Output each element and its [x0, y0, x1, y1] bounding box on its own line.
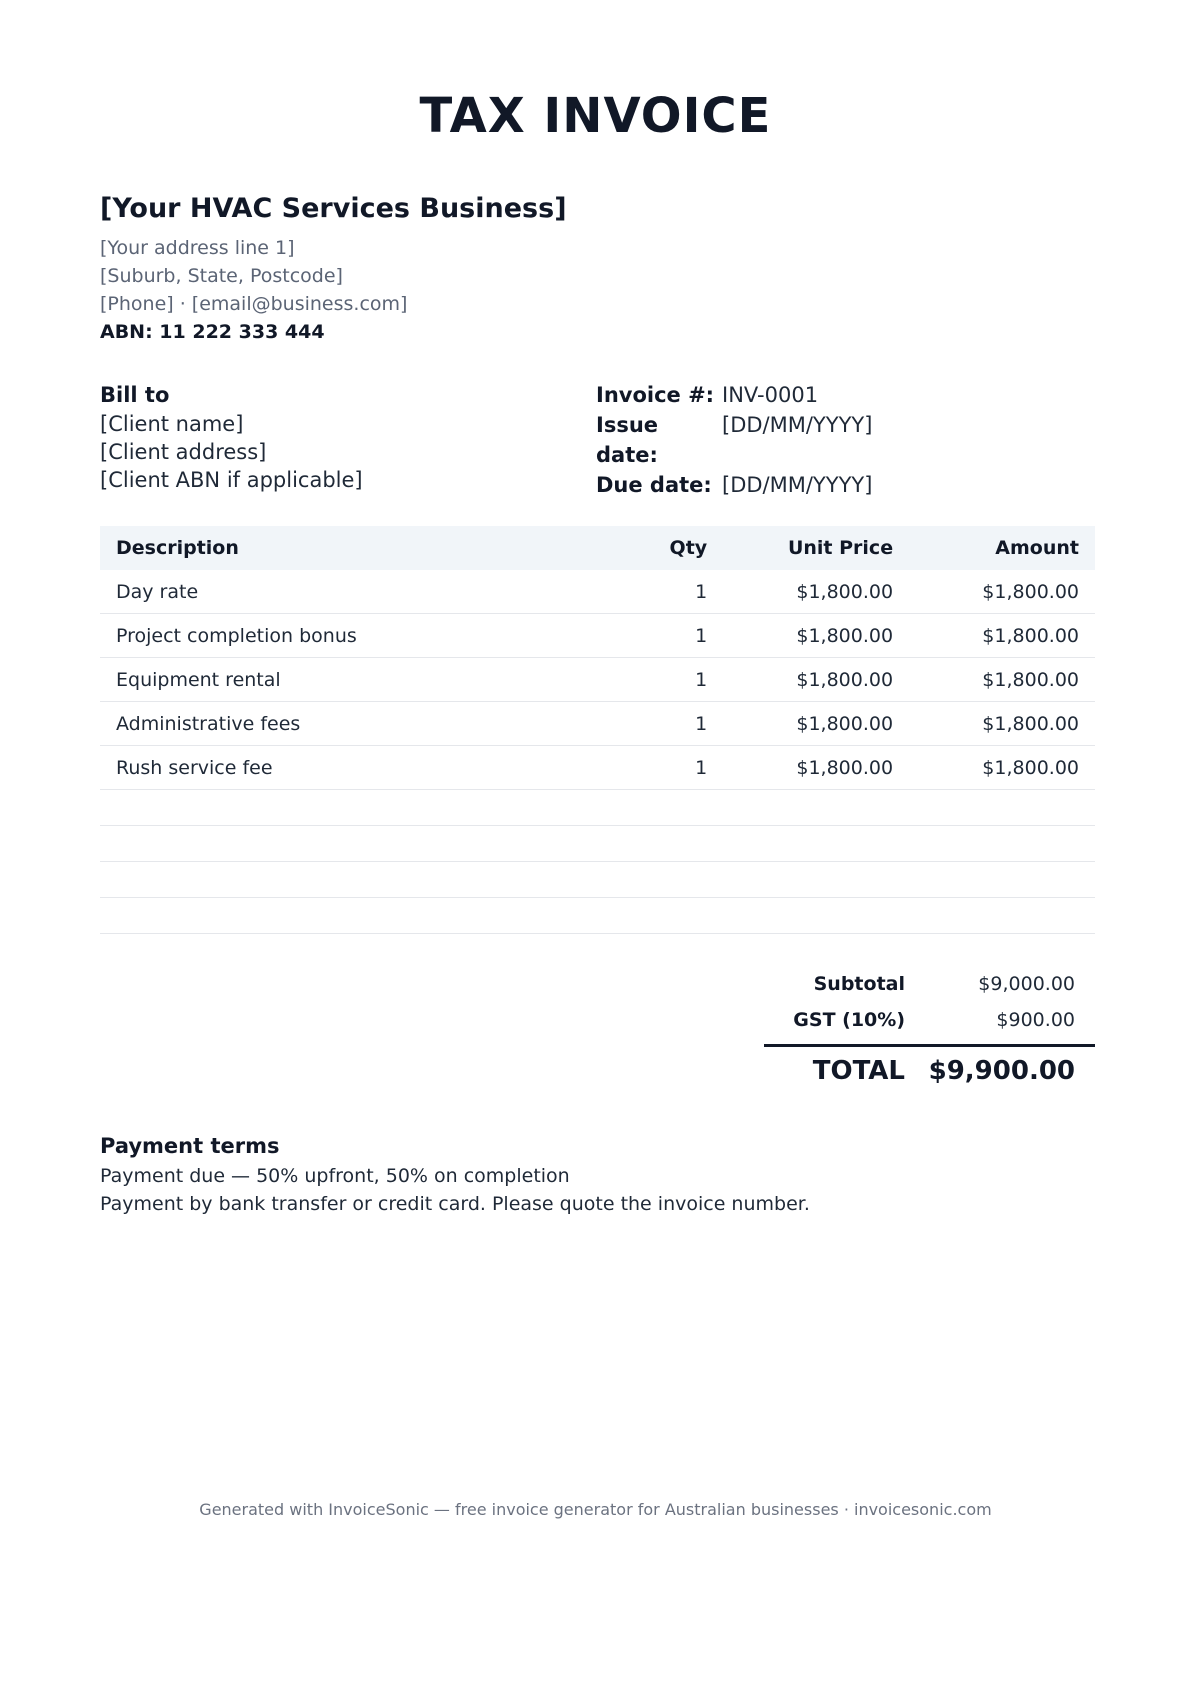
total-value: $9,900.00 — [928, 1056, 1075, 1086]
issue-date-label: Issue date: — [596, 413, 659, 467]
invoice-number-row — [596, 380, 996, 410]
footer-note: Generated with InvoiceSonic — free invoice generator for Australian businesses · invoicesonic.com — [199, 1500, 992, 1519]
empty-table-row — [100, 826, 1095, 862]
invoice-meta — [596, 380, 996, 500]
bill-to-section — [100, 380, 580, 494]
header-unit-price: Unit Price — [723, 526, 909, 570]
row-qty: 1 — [624, 702, 723, 746]
line-items-table — [100, 526, 1095, 934]
payment-terms-line-1: Payment due — 50% upfront, 50% on completion — [100, 1165, 570, 1187]
invoice-number-label: Invoice #: — [596, 383, 715, 407]
client-abn: [Client ABN if applicable] — [100, 468, 363, 492]
client-name: [Client name] — [100, 412, 244, 436]
subtotal-value: $9,000.00 — [978, 973, 1075, 995]
issue-date-value: [DD/MM/YYYY] — [722, 413, 873, 437]
gst-row — [764, 1002, 1095, 1038]
business-address-line-1: [Your address line 1] — [100, 237, 295, 259]
business-address-line-2: [Suburb, State, Postcode] — [100, 265, 343, 287]
row-unit-price: $1,800.00 — [723, 746, 909, 790]
row-amount: $1,800.00 — [909, 658, 1095, 702]
document-title: TAX INVOICE — [419, 88, 772, 144]
payment-terms-line-2: Payment by bank transfer or credit card. Please quote the invoice number. — [100, 1193, 810, 1215]
payment-terms-heading: Payment terms — [100, 1134, 280, 1158]
row-unit-price: $1,800.00 — [723, 702, 909, 746]
row-amount: $1,800.00 — [909, 746, 1095, 790]
empty-table-row — [100, 790, 1095, 826]
payment-terms-section — [100, 1130, 1000, 1218]
header-amount: Amount — [909, 526, 1095, 570]
row-amount: $1,800.00 — [909, 702, 1095, 746]
total-row — [764, 1044, 1095, 1091]
due-date-row — [596, 470, 996, 500]
row-qty: 1 — [624, 614, 723, 658]
invoice-number-value: INV-0001 — [722, 383, 819, 407]
header-qty: Qty — [624, 526, 723, 570]
row-unit-price: $1,800.00 — [723, 570, 909, 614]
bill-to-heading: Bill to — [100, 383, 170, 407]
subtotal-label: Subtotal — [813, 973, 905, 995]
row-description: Day rate — [100, 570, 624, 614]
row-qty: 1 — [624, 570, 723, 614]
subtotal-row — [764, 966, 1095, 1002]
row-description: Equipment rental — [100, 658, 624, 702]
totals-section — [764, 966, 1095, 1091]
empty-table-row — [100, 862, 1095, 898]
table-row — [100, 746, 1095, 790]
row-unit-price: $1,800.00 — [723, 614, 909, 658]
due-date-value: [DD/MM/YYYY] — [722, 473, 873, 497]
row-qty: 1 — [624, 746, 723, 790]
table-header-row — [100, 526, 1095, 570]
row-qty: 1 — [624, 658, 723, 702]
gst-value: $900.00 — [996, 1009, 1075, 1031]
due-date-label: Due date: — [596, 473, 712, 497]
client-address: [Client address] — [100, 440, 267, 464]
business-details — [100, 192, 800, 346]
business-name: [Your HVAC Services Business] — [100, 193, 567, 224]
header-description: Description — [100, 526, 624, 570]
issue-date-row — [596, 410, 996, 470]
table-row — [100, 702, 1095, 746]
table-row — [100, 570, 1095, 614]
business-contact: [Phone] · [email@business.com] — [100, 293, 408, 315]
business-abn: ABN: 11 222 333 444 — [100, 321, 325, 343]
row-description: Administrative fees — [100, 702, 624, 746]
row-amount: $1,800.00 — [909, 570, 1095, 614]
row-amount: $1,800.00 — [909, 614, 1095, 658]
table-row — [100, 658, 1095, 702]
table-row — [100, 614, 1095, 658]
row-description: Rush service fee — [100, 746, 624, 790]
row-unit-price: $1,800.00 — [723, 658, 909, 702]
total-label: TOTAL — [812, 1056, 905, 1086]
empty-table-row — [100, 898, 1095, 934]
gst-label: GST (10%) — [793, 1009, 905, 1031]
row-description: Project completion bonus — [100, 614, 624, 658]
